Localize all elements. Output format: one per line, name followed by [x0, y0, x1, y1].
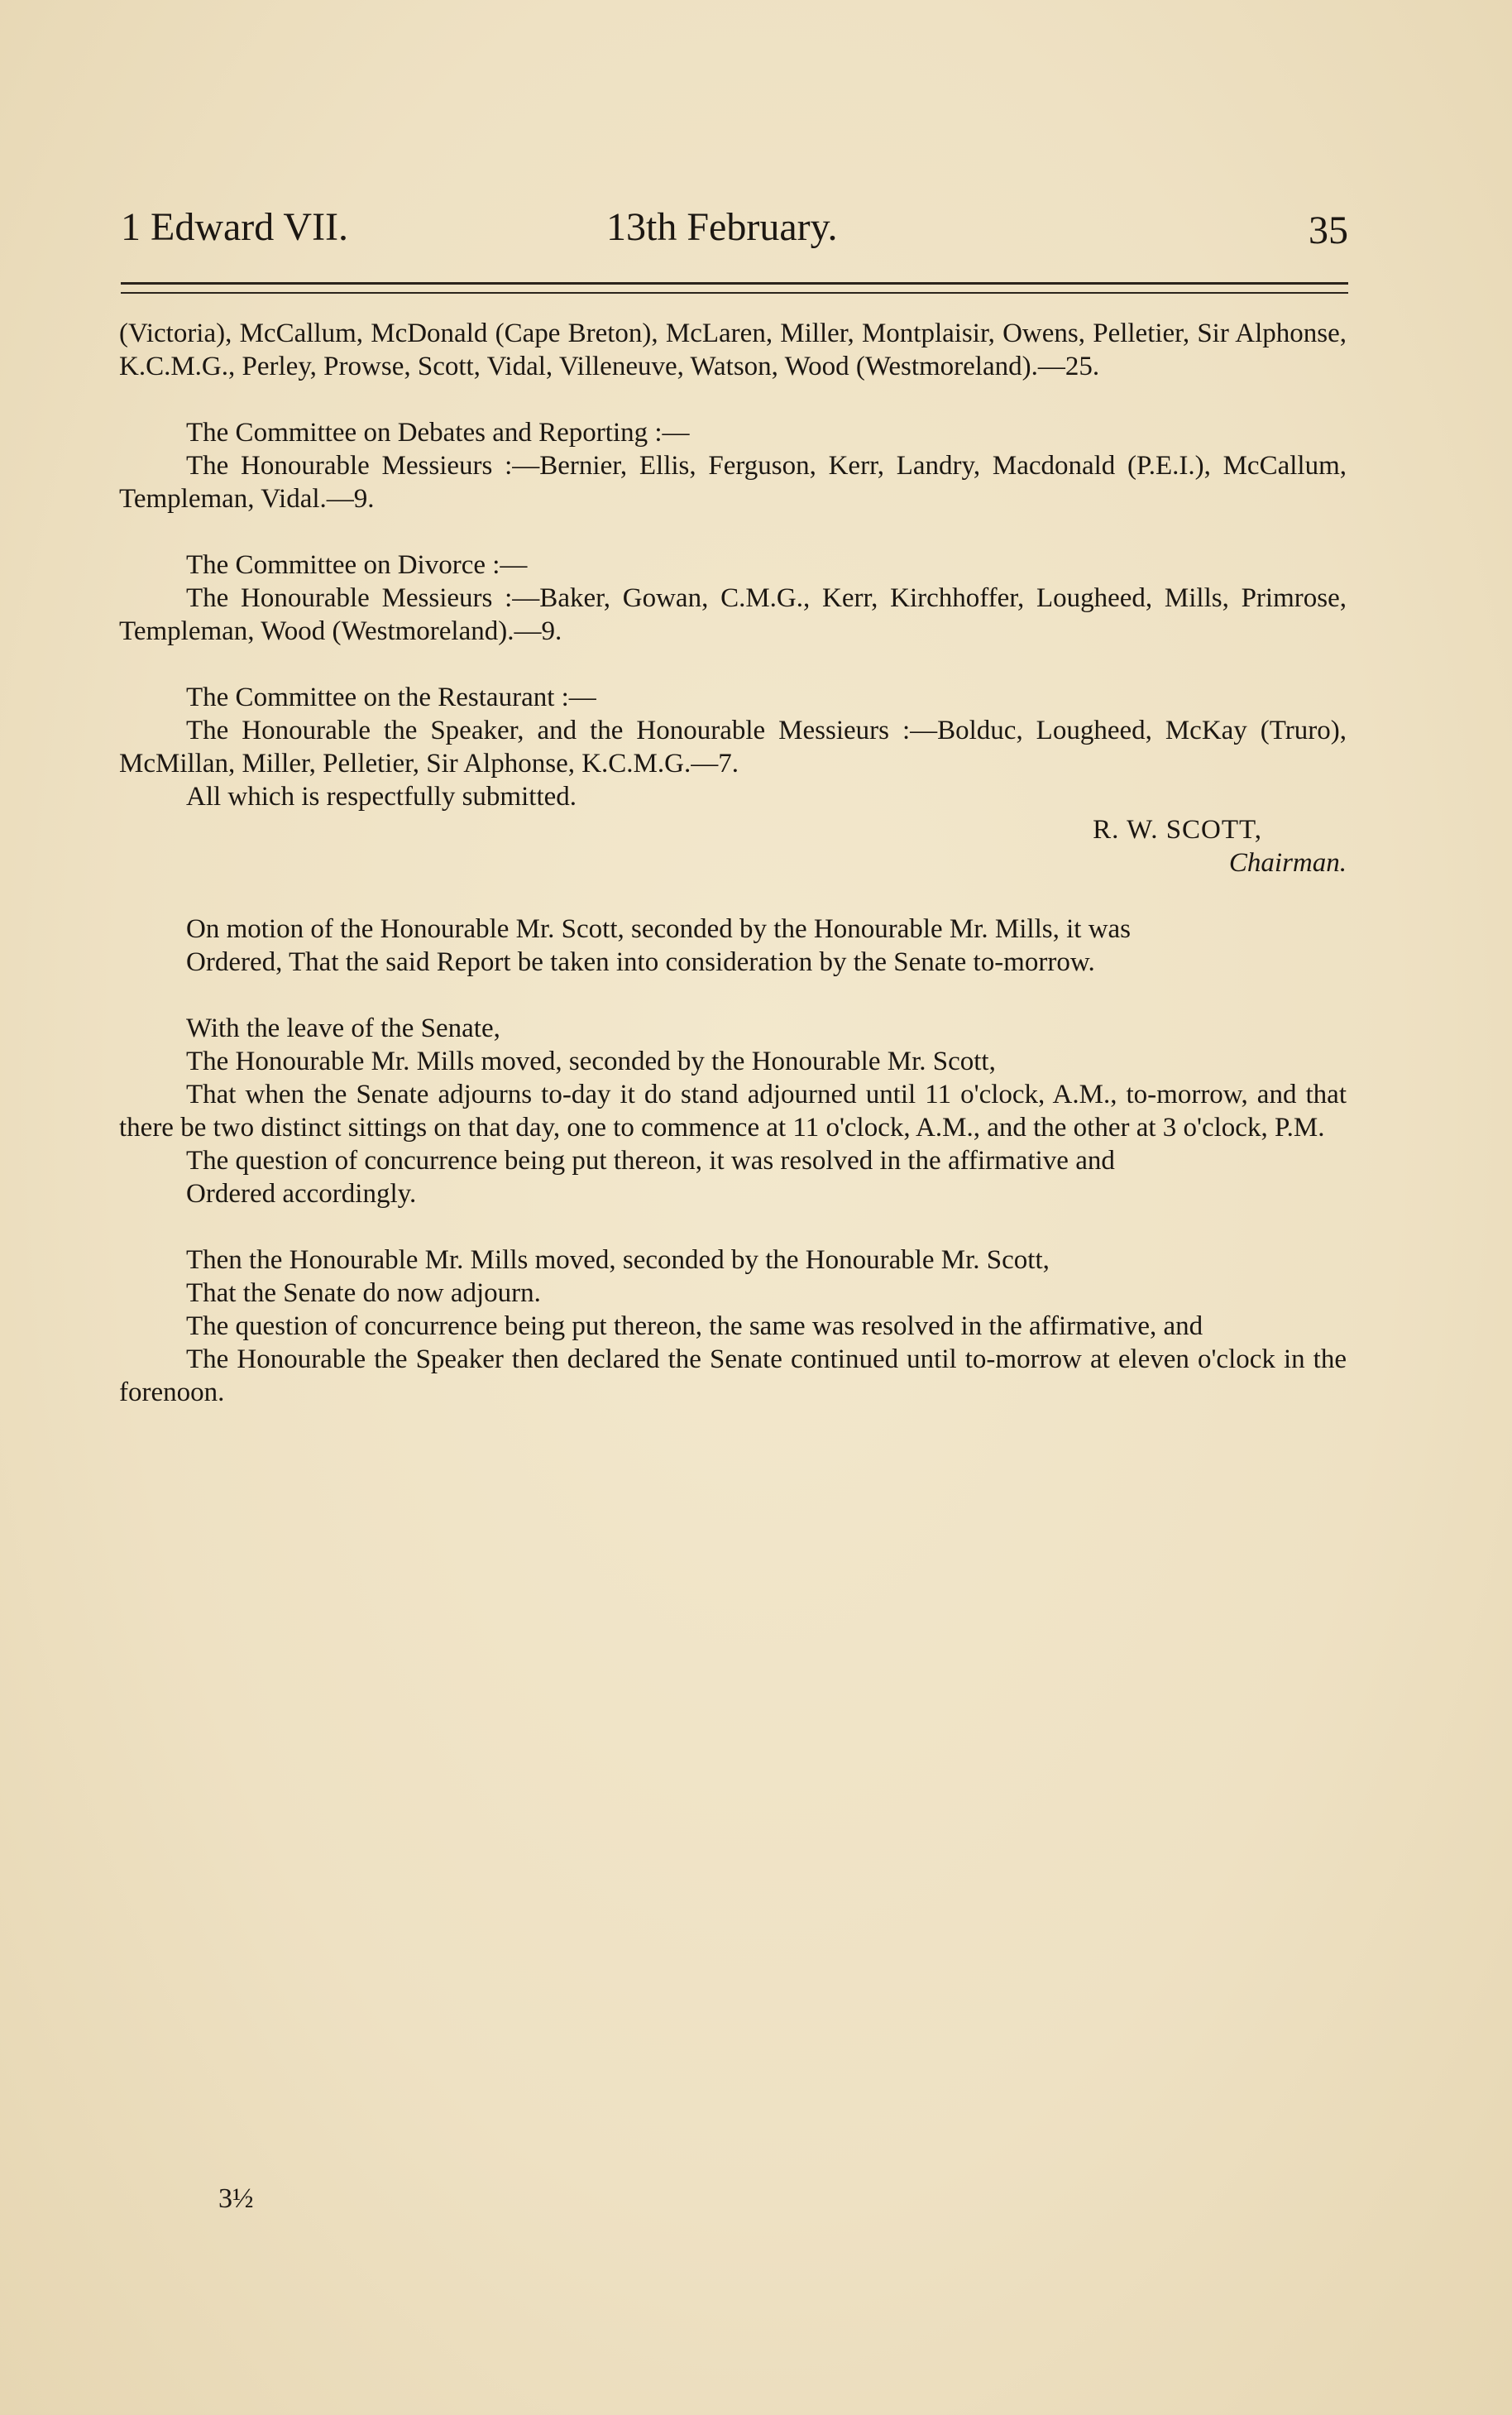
paragraph-committee-restaurant-members: The Honourable the Speaker, and the Honourable Messieurs :—Bolduc, Lougheed, McKay (Truro), McMillan, Miller, Pelletier, Sir Alphonse, K.C.M.G.—7. — [119, 716, 1347, 779]
paragraph-ordered-report: Ordered, That the said Report be taken into consideration by the Senate to-morrow. — [186, 947, 1095, 977]
signature-mark: 3½ — [218, 2183, 254, 2214]
journal-body — [119, 317, 1347, 1409]
paragraph-committee-debates-members: The Honourable Messieurs :—Bernier, Ellis, Ferguson, Kerr, Landry, Macdonald (P.E.I.), McCallum, Templeman, Vidal.—9. — [119, 451, 1347, 514]
paragraph-motion-scott: On motion of the Honourable Mr. Scott, seconded by the Honourable Mr. Mills, it was — [186, 914, 1132, 944]
paragraph-senate-adjourn: That the Senate do now adjourn. — [186, 1278, 541, 1308]
paragraph-committee-debates-heading: The Committee on Debates and Reporting :— — [186, 418, 690, 448]
header-rule-top — [121, 282, 1348, 285]
paragraph-committee-list-continued: (Victoria), McCallum, McDonald (Cape Breton), McLaren, Miller, Montplaisir, Owens, Pelletier, Sir Alphonse, K.C.M.G., Perley, Prowse, Scott, Vidal, Villeneuve, Watson, Wood (Westmoreland).—25. — [119, 319, 1347, 381]
paragraph-ordered-accordingly: Ordered accordingly. — [186, 1179, 417, 1209]
paragraph-committee-divorce-members: The Honourable Messieurs :—Baker, Gowan, C.M.G., Kerr, Kirchhoffer, Lougheed, Mills, Primrose, Templeman, Wood (Westmoreland).—9. — [119, 583, 1347, 646]
paragraph-concurrence-resolved: The question of concurrence being put thereon, the same was resolved in the affirmative, and — [186, 1311, 1203, 1341]
paragraph-committee-restaurant-heading: The Committee on the Restaurant :— — [186, 683, 596, 712]
paragraph-adjourn-sittings: That when the Senate adjourns to-day it do stand adjourned until 11 o'clock, A.M., to-morrow, and that there be two distinct sittings on that day, one to commence at 11 o'clock, A.M., and the other at 3 o'clock, P.M. — [119, 1080, 1347, 1143]
page-number: 35 — [1309, 208, 1348, 252]
signature-name: R. W. SCOTT, — [1093, 815, 1262, 845]
paragraph-committee-divorce-heading: The Committee on Divorce :— — [186, 550, 528, 580]
paragraph-leave-of-senate: With the leave of the Senate, — [186, 1013, 500, 1043]
running-header — [121, 199, 1348, 256]
header-regnal-year: 1 Edward VII. — [121, 205, 349, 249]
paragraph-submitted: All which is respectfully submitted. — [186, 782, 577, 812]
paragraph-concurrence-affirmative: The question of concurrence being put thereon, it was resolved in the affirmative and — [186, 1146, 1115, 1176]
paragraph-mills-moved-adjourn: Then the Honourable Mr. Mills moved, seconded by the Honourable Mr. Scott, — [186, 1245, 1050, 1275]
header-rule-bottom — [121, 292, 1348, 294]
signature-title: Chairman. — [1228, 848, 1347, 878]
header-date: 13th February. — [606, 205, 838, 249]
paragraph-speaker-declared: The Honourable the Speaker then declared the Senate continued until to-morrow at eleven o'clock in the forenoon. — [119, 1344, 1347, 1407]
paragraph-mills-moved: The Honourable Mr. Mills moved, seconded by the Honourable Mr. Scott, — [186, 1047, 996, 1076]
